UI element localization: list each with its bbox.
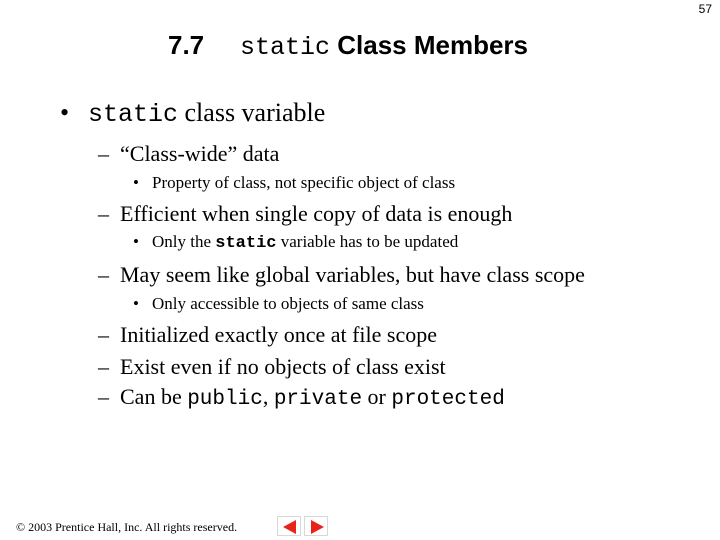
dot-marker: •: [133, 173, 139, 192]
dash-marker: –: [98, 354, 109, 379]
previous-slide-button[interactable]: [277, 516, 301, 536]
subsubbullet-property-of-class: [133, 173, 455, 193]
subbullet-text-pre: Can be: [120, 384, 188, 409]
subbullet-efficient: [98, 201, 512, 227]
subbullet-text: Exist even if no objects of class exist: [120, 354, 446, 379]
title-text: Class Members: [330, 30, 528, 60]
subsubbullet-text-post: variable has to be updated: [276, 232, 459, 251]
subsubbullet-code: static: [215, 234, 277, 253]
bullet-static-class-variable: [60, 98, 325, 129]
subbullet-text: Efficient when single copy of data is enough: [120, 201, 513, 226]
subbullet-access-specifiers: [98, 384, 505, 411]
separator: or: [362, 384, 392, 409]
dash-marker: –: [98, 201, 109, 226]
copyright-text: 2003 Prentice Hall, Inc. All rights reserved.: [25, 520, 238, 534]
subbullet-exist-even: [98, 354, 446, 380]
red-right-triangle-icon: [311, 520, 324, 534]
copyright-symbol: ©: [16, 520, 26, 534]
bullet-marker: •: [60, 98, 70, 127]
code-public: public: [187, 388, 263, 411]
page-number: 57: [698, 2, 712, 16]
subsubbullet-text: Only accessible to objects of same class: [152, 294, 424, 313]
next-slide-button[interactable]: [304, 516, 328, 536]
subbullet-text: “Class-wide” data: [120, 141, 280, 166]
dash-marker: –: [98, 384, 109, 409]
separator: ,: [262, 384, 274, 409]
bullet-code: static: [88, 100, 179, 129]
copyright-footer: [16, 520, 237, 535]
subsubbullet-text: Property of class, not specific object of class: [152, 173, 456, 192]
red-left-triangle-icon: [283, 520, 296, 534]
dot-marker: •: [133, 232, 139, 251]
subsubbullet-only-static-updated: [133, 232, 458, 253]
dot-marker: •: [133, 294, 139, 313]
subbullet-initialized-once: [98, 322, 437, 348]
dash-marker: –: [98, 141, 109, 166]
dash-marker: –: [98, 322, 109, 347]
subbullet-class-wide-data: [98, 141, 279, 167]
code-protected: protected: [391, 388, 505, 411]
title-code: static: [240, 33, 331, 62]
bullet-text: class variable: [178, 98, 326, 127]
section-number: 7.7: [168, 30, 205, 60]
subbullet-global-variables: [98, 262, 585, 288]
code-private: private: [273, 388, 363, 411]
subsubbullet-text-pre: Only the: [152, 232, 216, 251]
subbullet-text: May seem like global variables, but have class scope: [120, 262, 585, 287]
subbullet-text: Initialized exactly once at file scope: [120, 322, 438, 347]
slide-title: [168, 30, 528, 62]
subsubbullet-only-accessible: [133, 294, 424, 314]
dash-marker: –: [98, 262, 109, 287]
